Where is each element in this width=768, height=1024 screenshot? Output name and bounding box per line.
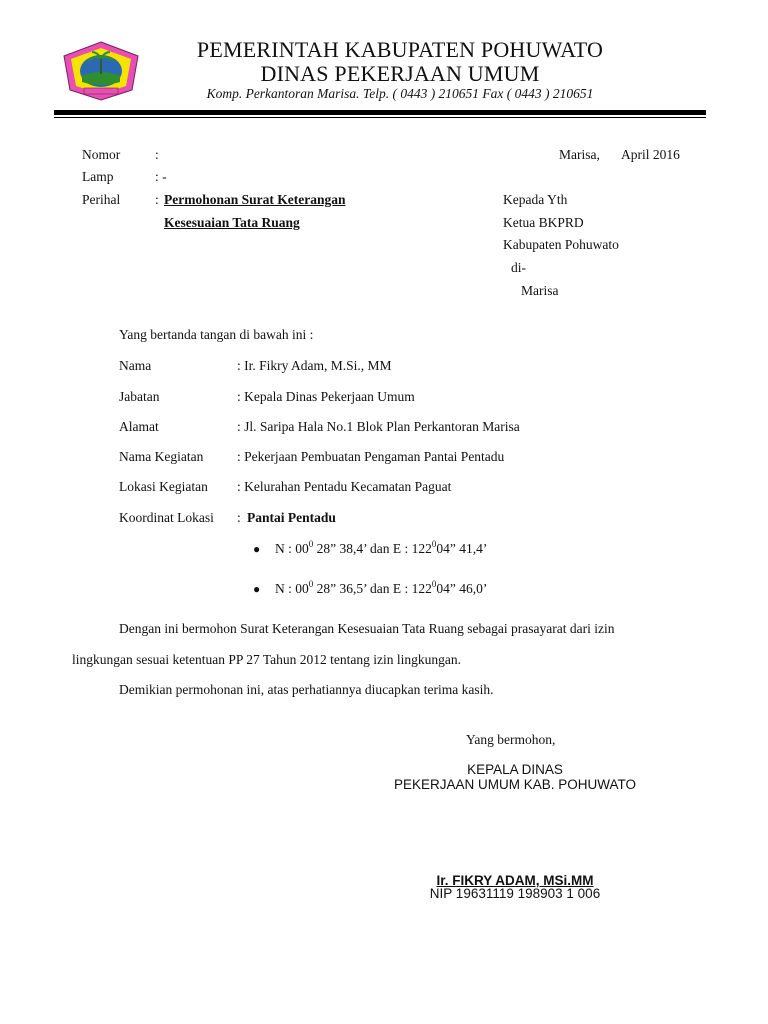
nomor-label: Nomor bbox=[82, 147, 121, 162]
field-label-jabatan: Jabatan bbox=[119, 389, 160, 404]
lamp-value: : - bbox=[155, 169, 167, 184]
lamp-label: Lamp bbox=[82, 169, 114, 184]
bullet-icon: ● bbox=[253, 542, 261, 556]
letter-place: Marisa, bbox=[559, 147, 600, 162]
field-value-nama-kegiatan: : Pekerjaan Pembuatan Pengaman Pantai Pentadu bbox=[237, 449, 505, 464]
perihal-line2: Kesesuaian Tata Ruang bbox=[164, 215, 300, 230]
paragraph-2: Demikian permohonan ini, atas perhatiannya diucapkan terima kasih. bbox=[119, 682, 494, 697]
signer-title-1: KEPALA DINAS bbox=[467, 762, 563, 777]
letterhead-line2: DINAS PEKERJAAN UMUM bbox=[260, 61, 540, 86]
letterhead-line1: PEMERINTAH KABUPATEN POHUWATO bbox=[196, 37, 604, 62]
letterhead-rule-thick bbox=[54, 110, 706, 115]
paragraph-1-line1: Dengan ini bermohon Surat Keterangan Kesesuaian Tata Ruang sebagai prasayarat dari izin bbox=[119, 621, 615, 636]
closing-text: Yang bermohon, bbox=[466, 732, 556, 747]
field-label-nama-kegiatan: Nama Kegiatan bbox=[119, 449, 204, 464]
koordinat-value: Pantai Pentadu bbox=[247, 510, 336, 525]
coord-item: ● N : $00^0$ 28” 38,4’ dan E : $122^004$” 41,4’ bbox=[253, 538, 488, 556]
recipient-line2: Ketua BKPRD bbox=[503, 215, 584, 230]
field-value-nama: : Ir. Fikry Adam, M.Si., MM bbox=[237, 358, 392, 373]
perihal-label: Perihal bbox=[82, 192, 121, 207]
perihal-colon: : bbox=[155, 192, 159, 207]
signer-nip: NIP 19631119 198903 1 006 bbox=[429, 886, 601, 901]
signer-title-2: PEKERJAAN UMUM KAB. POHUWATO bbox=[393, 777, 637, 792]
field-value-alamat: : Jl. Saripa Hala No.1 Blok Plan Perkantoran Marisa bbox=[237, 419, 520, 434]
perihal-line1: Permohonan Surat Keterangan bbox=[164, 192, 346, 207]
recipient-line3: Kabupaten Pohuwato bbox=[503, 237, 619, 252]
field-value-jabatan: : Kepala Dinas Pekerjaan Umum bbox=[237, 389, 415, 404]
paragraph-1-line2: lingkungan sesuai ketentuan PP 27 Tahun 2012 tentang izin lingkungan. bbox=[72, 652, 462, 667]
recipient-line1: Kepada Yth bbox=[503, 192, 568, 207]
koordinat-label: Koordinat Lokasi bbox=[119, 510, 214, 525]
bullet-icon: ● bbox=[253, 582, 261, 596]
koordinat-colon: : bbox=[237, 510, 241, 525]
recipient-line4: di- bbox=[511, 260, 526, 275]
letterhead-rule-thin bbox=[54, 117, 706, 118]
field-label-lokasi: Lokasi Kegiatan bbox=[119, 479, 208, 494]
field-value-lokasi: : Kelurahan Pentadu Kecamatan Paguat bbox=[237, 479, 452, 494]
letterhead-address: Komp. Perkantoran Marisa. Telp. ( 0443 ) 210651 Fax ( 0443 ) 210651 bbox=[206, 86, 594, 101]
intro-text: Yang bertanda tangan di bawah ini : bbox=[119, 327, 314, 342]
coord-item: ● N : $00^0$ 28” 36,5’ dan E : $122^004$” 46,0’ bbox=[253, 578, 488, 596]
signer-name: Ir. FIKRY ADAM, MSi.MM bbox=[436, 873, 594, 888]
recipient-line5: Marisa bbox=[521, 283, 559, 298]
letter-date: April 2016 bbox=[621, 147, 680, 162]
field-label-alamat: Alamat bbox=[119, 419, 159, 434]
field-label-nama: Nama bbox=[119, 358, 152, 373]
nomor-value: : bbox=[155, 147, 159, 162]
